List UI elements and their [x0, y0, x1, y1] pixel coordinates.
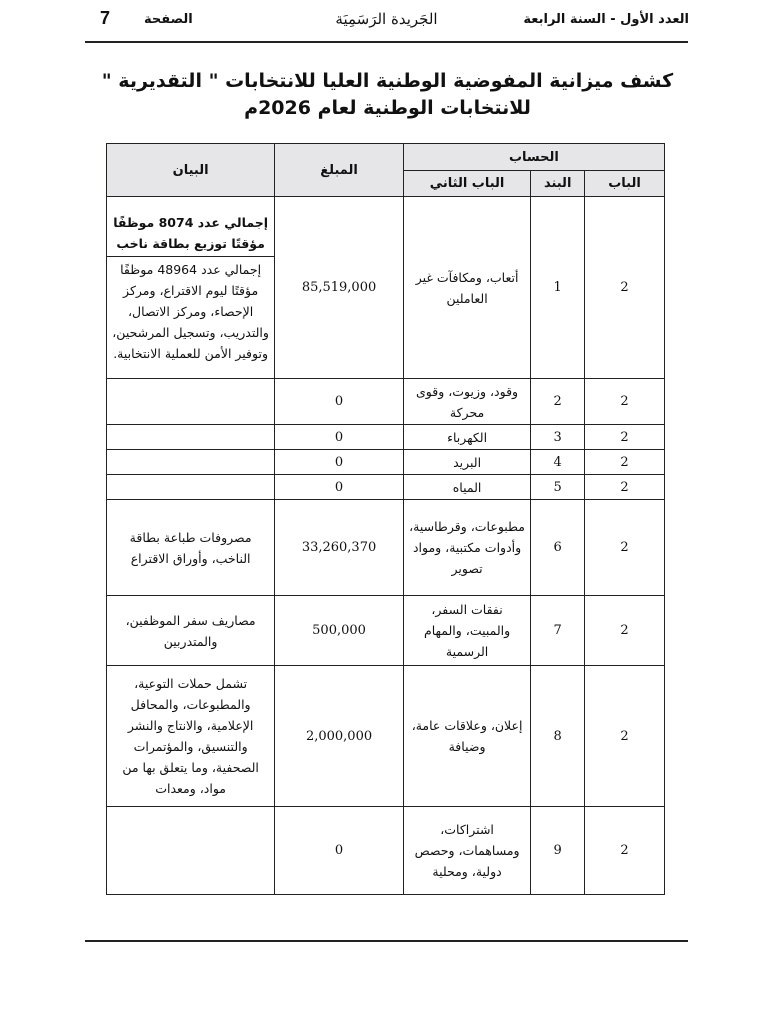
cell-band: 2 [531, 379, 585, 425]
statement-part-1: إجمالي عدد 8074 موظفًا مؤقتًا توزيع بطاقة ناخب [107, 210, 274, 257]
cell-statement [107, 807, 275, 895]
cell-bab: 2 [585, 379, 665, 425]
cell-second-bab: اشتراكات، ومساهمات، وحصص دولية، ومحلية [403, 807, 530, 895]
cell-band: 1 [531, 197, 585, 379]
page-number: 7 [100, 8, 111, 28]
cell-bab: 2 [585, 425, 665, 450]
cell-band: 8 [531, 666, 585, 807]
cell-second-bab: الكهرباء [403, 425, 530, 450]
header-account: الحساب [403, 144, 664, 171]
cell-amount: 0 [275, 450, 404, 475]
masthead-logo: الجَريدة الرَسَمِيَة [335, 10, 438, 28]
header-second-bab: الباب الثاني [403, 171, 530, 197]
header-band: البند [531, 171, 585, 197]
cell-statement [107, 475, 275, 500]
cell-band: 5 [531, 475, 585, 500]
cell-amount: 33,260,370 [275, 500, 404, 596]
cell-amount: 500,000 [275, 596, 404, 666]
page-header [84, 8, 689, 36]
table-row [107, 596, 665, 666]
cell-second-bab: البريد [403, 450, 530, 475]
cell-bab: 2 [585, 500, 665, 596]
cell-second-bab: إعلان، وعلاقات عامة، وضيافة [403, 666, 530, 807]
cell-statement [107, 379, 275, 425]
cell-bab: 2 [585, 475, 665, 500]
cell-band: 3 [531, 425, 585, 450]
header-divider [85, 41, 688, 43]
table-row [107, 666, 665, 807]
cell-bab: 2 [585, 197, 665, 379]
cell-band: 4 [531, 450, 585, 475]
budget-table [106, 143, 665, 895]
page-label: الصفحة [144, 12, 193, 27]
cell-amount: 0 [275, 425, 404, 450]
header-bab: الباب [585, 171, 665, 197]
cell-statement: مصاريف سفر الموظفين، والمتدربين [107, 596, 275, 666]
cell-amount: 0 [275, 475, 404, 500]
cell-band: 6 [531, 500, 585, 596]
statement-part-2: إجمالي عدد 48964 موظفًا مؤقتًا ليوم الاقتراع، ومركز الإحصاء، ومركز الاتصال، والتدريب، وتسجيل المرشحين، وتوفير الأمن للعملية الانتخابية. [112, 261, 269, 361]
table-row [107, 475, 665, 500]
header-amount: المبلغ [275, 144, 404, 197]
cell-statement: مصروفات طباعة بطاقة الناخب، وأوراق الاقتراع [107, 500, 275, 596]
cell-statement [107, 425, 275, 450]
cell-statement: تشمل حملات التوعية، والمطبوعات، والمحافل الإعلامية، والانتاج والنشر والتنسيق، والمؤتمرات الصحفية، وما يتعلق بها من مواد، ومعدات [107, 666, 275, 807]
cell-amount: 2,000,000 [275, 666, 404, 807]
cell-statement [107, 450, 275, 475]
footer-divider [85, 940, 688, 942]
table-row [107, 807, 665, 895]
table-row [107, 425, 665, 450]
table-row [107, 379, 665, 425]
cell-bab: 2 [585, 450, 665, 475]
table-row [107, 450, 665, 475]
cell-second-bab: أتعاب، ومكافآت غير العاملين [403, 197, 530, 379]
table-row [107, 500, 665, 596]
cell-second-bab: المياه [403, 475, 530, 500]
cell-band: 7 [531, 596, 585, 666]
cell-amount: 85,519,000 [275, 197, 404, 379]
cell-second-bab: وقود، وزيوت، وقوى محركة [403, 379, 530, 425]
document-title: كشف ميزانية المفوضية الوطنية العليا للانتخابات " التقديرية " للانتخابات الوطنية لعام 2026م [101, 70, 674, 119]
cell-band: 9 [531, 807, 585, 895]
cell-statement [107, 197, 275, 379]
cell-bab: 2 [585, 596, 665, 666]
header-statement: البيان [107, 144, 275, 197]
cell-second-bab: مطبوعات، وقرطاسية، وأدوات مكتبية، ومواد تصوير [403, 500, 530, 596]
issue-label: العدد الأول - السنة الرابعة [523, 12, 689, 27]
table-row [107, 197, 665, 379]
cell-amount: 0 [275, 807, 404, 895]
cell-amount: 0 [275, 379, 404, 425]
cell-bab: 2 [585, 807, 665, 895]
cell-bab: 2 [585, 666, 665, 807]
cell-second-bab: نفقات السفر، والمبيت، والمهام الرسمية [403, 596, 530, 666]
